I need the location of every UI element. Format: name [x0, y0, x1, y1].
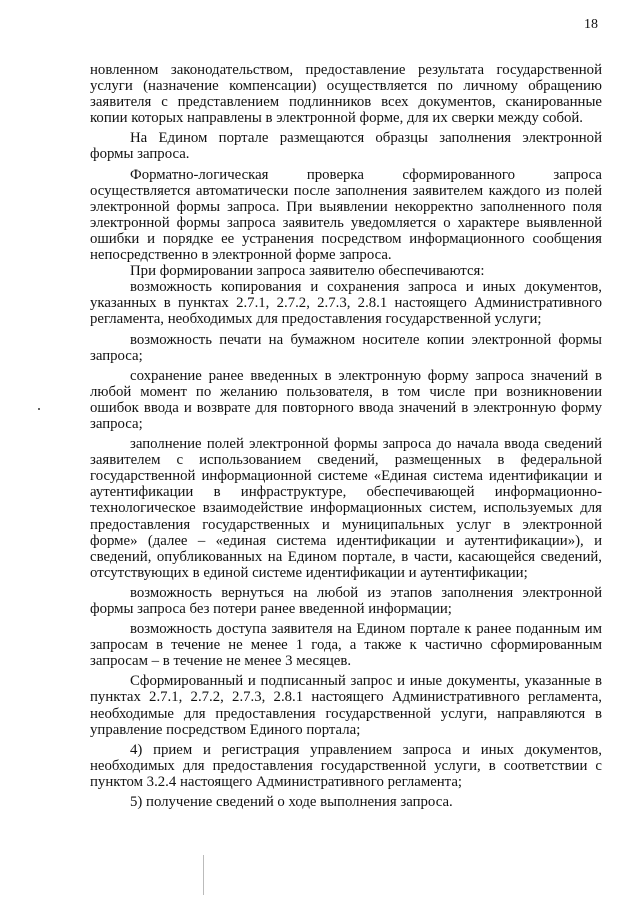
list-item: возможность доступа заявителя на Едином портале к ранее поданным им запросам в течение не менее 1 года, а также к частично сформированным запросам – в течение не менее 3 месяцев. — [90, 621, 602, 670]
paragraph: На Едином портале размещаются образцы заполнения электронной формы запроса. — [90, 130, 602, 163]
list-item: заполнение полей электронной формы запроса до начала ввода сведений заявителем с использованием сведений, размещенных в федеральной государственной информационной системе «Единая система идентификации и аутентификации в инфраструктуре, обеспечивающей информационно-технологическое взаимодействие информационных систем, используемых для предоставления государственных и муниципальных услуг в электронной форме» (далее – «единая система идентификации и аутентификации»), и сведений, опубликованных на Едином портале, в части, касающейся сведений, отсутствующих в единой системе идентификации и аутентификации; — [90, 436, 602, 581]
page-number: 18 — [584, 17, 598, 32]
list-item: возможность копирования и сохранения запроса и иных документов, указанных в пунктах 2.7.1, 2.7.2, 2.7.3, 2.8.1 настоящего Административного регламента, необходимых для предоставления государственной услуги; — [90, 279, 602, 328]
list-item: возможность печати на бумажном носителе копии электронной формы запроса; — [90, 331, 602, 364]
scan-speck — [38, 408, 40, 410]
list-item: возможность вернуться на любой из этапов заполнения электронной формы запроса без потери ранее введенной информации; — [90, 584, 602, 617]
paragraph-continuation: новленном законодательством, предоставление результата государственной услуги (назначение компенсации) осуществляется по личному обращению заявителя с представлением подлинников всех документов, сканированные копии которых направлены в электронной форме, для их сверки между собой. — [90, 62, 602, 127]
scan-fold-line — [203, 855, 204, 895]
paragraph: При формировании запроса заявителю обеспечиваются: — [130, 263, 485, 280]
list-item: сохранение ранее введенных в электронную форму запроса значений в любой момент по желанию пользователя, в том числе при возникновении ошибок ввода и возврате для повторного ввода значений в электронную форму запроса; — [90, 367, 602, 432]
paragraph: 5) получение сведений о ходе выполнения запроса. — [130, 794, 453, 811]
paragraph: Сформированный и подписанный запрос и иные документы, указанные в пунктах 2.7.1, 2.7.2, 2.7.3, 2.8.1 настоящего Административного регламента, необходимые для предоставления государственной услуги, направляются в управление посредством Единого портала; — [90, 673, 602, 738]
document-body — [90, 62, 602, 810]
paragraph: Форматно-логическая проверка сформированного запроса осуществляется автоматически после заполнения заявителем каждого из полей электронной формы запроса. При выявлении некорректно заполненного поля электронной формы запроса заявитель уведомляется о характере выявленной ошибки и порядке ее устранения посредством информационного сообщения непосредственно в электронной форме запроса. — [90, 166, 602, 264]
paragraph: 4) прием и регистрация управлением запроса и иных документов, необходимых для предоставления государственной услуги, в соответствии с пунктом 3.2.4 настоящего Административного регламента; — [90, 741, 602, 790]
